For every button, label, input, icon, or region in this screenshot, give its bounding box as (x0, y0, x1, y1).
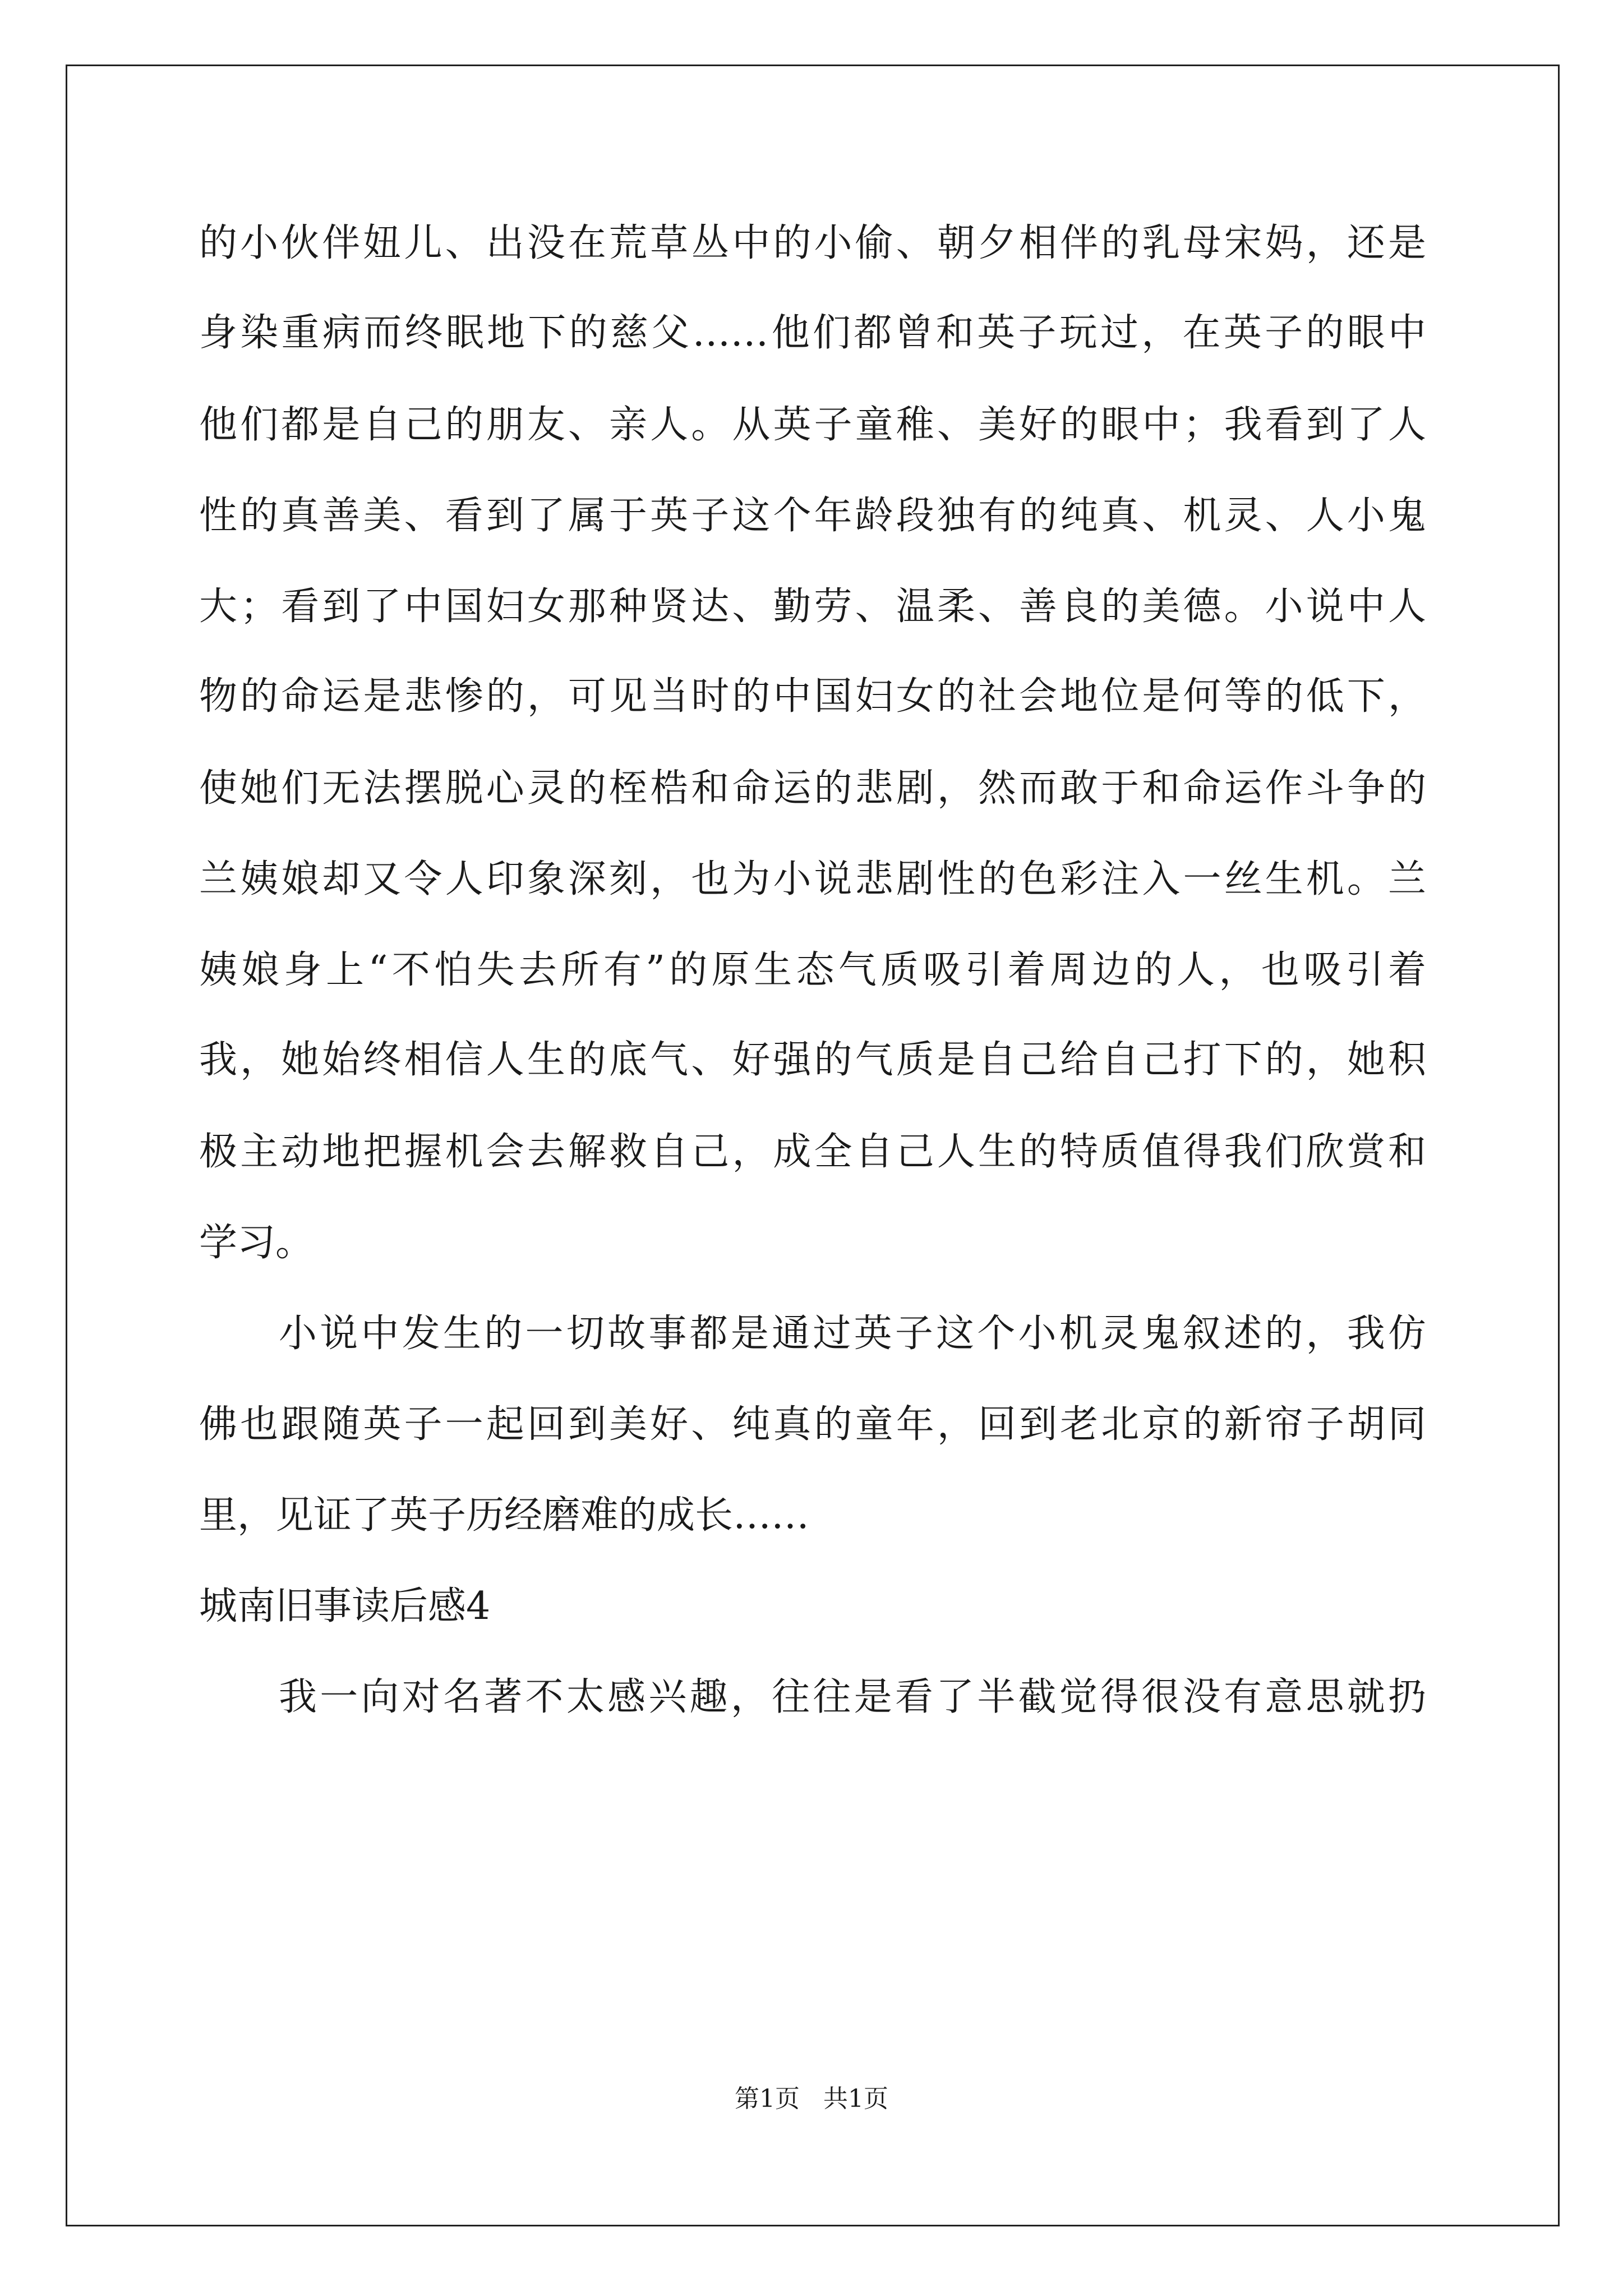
text-line: 我，她始终相信人生的底气、好强的气质是自己给自己打下的，她积 (199, 1038, 1426, 1082)
text-line: 兰姨娘却又令人印象深刻，也为小说悲剧性的色彩注入一丝生机。兰 (199, 857, 1426, 901)
text-line: 佛也跟随英子一起回到美好、纯真的童年，回到老北京的新帘子胡同 (199, 1402, 1426, 1447)
text-line: 姨娘身上“不怕失去所有”的原生态气质吸引着周边的人，也吸引着 (199, 948, 1426, 992)
text-line: 的小伙伴妞儿、出没在荒草丛中的小偷、朝夕相伴的乳母宋妈，还是 (199, 221, 1426, 265)
text-line: 学习。 (199, 1221, 314, 1265)
text-line: 物的命运是悲惨的，可见当时的中国妇女的社会地位是何等的低下， (199, 674, 1426, 719)
text-line: 小说中发生的一切故事都是通过英子这个小机灵鬼叙述的，我仿 (279, 1312, 1426, 1356)
text-line: 他们都是自己的朋友、亲人。从英子童稚、美好的眼中；我看到了人 (199, 403, 1426, 447)
section-heading: 城南旧事读后感4 (199, 1584, 491, 1628)
text-line: 里，见证了英子历经磨难的成长…… (199, 1493, 810, 1538)
text-line: 身染重病而终眠地下的慈父……他们都曾和英子玩过，在英子的眼中 (199, 311, 1426, 355)
text-line: 使她们无法摆脱心灵的桎梏和命运的悲剧，然而敢于和命运作斗争的 (199, 766, 1426, 811)
text-line: 大；看到了中国妇女那种贤达、勤劳、温柔、善良的美德。小说中人 (199, 585, 1426, 629)
text-line: 性的真善美、看到了属于英子这个年龄段独有的纯真、机灵、人小鬼 (199, 494, 1426, 538)
text-line: 我一向对名著不太感兴趣，往往是看了半截觉得很没有意思就扔 (279, 1675, 1426, 1719)
text-line: 极主动地把握机会去解救自己，成全自己人生的特质值得我们欣赏和 (199, 1130, 1426, 1174)
page-footer: 第1页 共1页 (735, 2085, 888, 2113)
